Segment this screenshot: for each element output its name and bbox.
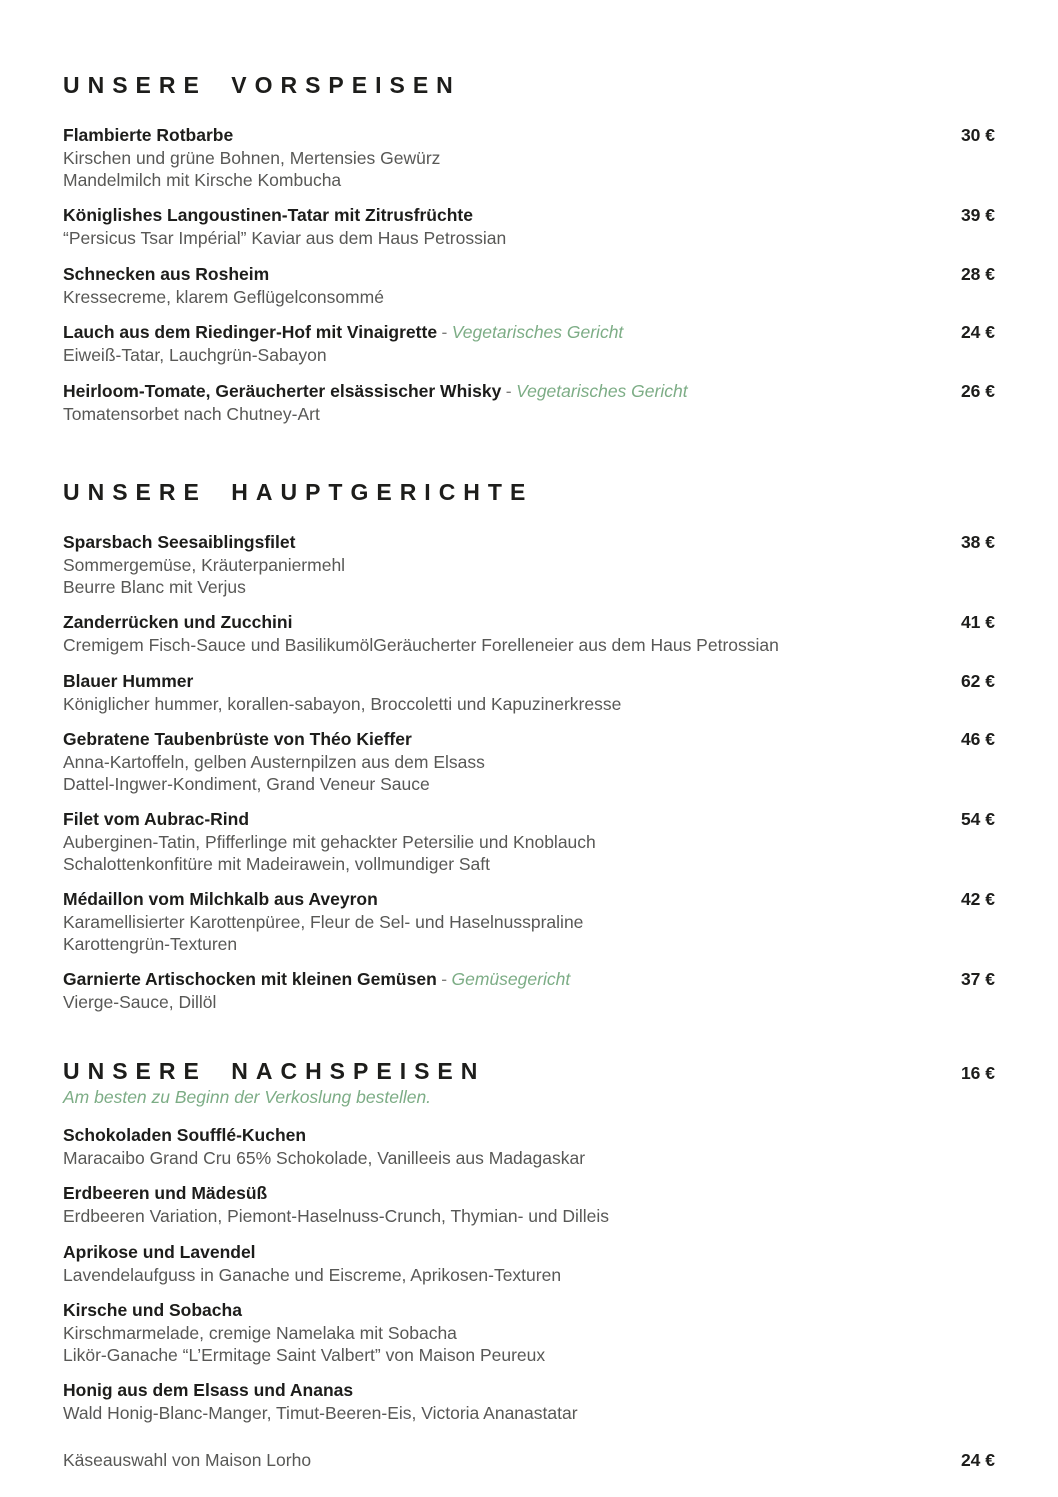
item-price: 46 €	[960, 729, 995, 749]
menu-item	[63, 124, 995, 191]
item-title: Königlishes Langoustinen-Tatar mit Zitrusfrüchte	[63, 205, 473, 225]
menu-item	[63, 531, 995, 598]
item-title: Filet vom Aubrac-Rind	[63, 809, 250, 829]
item-title: Schnecken aus Rosheim	[63, 263, 270, 284]
menu-item	[63, 888, 995, 955]
item-description-line: Auberginen-Tatin, Pfifferlinge mit gehackter Petersilie und Knoblauch	[63, 832, 596, 852]
item-price: 28 €	[960, 263, 995, 284]
dessert-order-note: Am besten zu Beginn der Verkoslung bestellen.	[63, 1086, 432, 1107]
item-price: 37 €	[960, 969, 995, 989]
menu-item	[63, 670, 995, 716]
section-price: 16 €	[960, 1062, 995, 1083]
item-description-line: Kirschmarmelade, cremige Namelaka mit Sobacha	[63, 1323, 457, 1343]
item-description-line: Cremigem Fisch-Sauce und BasilikumölGeräucherter Forelleneier aus dem Haus Petrossian	[63, 635, 779, 655]
item-description-line: Eiweiß-Tatar, Lauchgrün-Sabayon	[63, 345, 327, 365]
item-description-line: Sommergemüse, Kräuterpaniermehl	[63, 555, 346, 575]
menu-item	[63, 1379, 995, 1425]
item-title: Aprikose und Lavendel	[63, 1241, 256, 1262]
item-title: Lauch aus dem Riedinger-Hof mit Vinaigrette	[63, 322, 438, 342]
item-price: 62 €	[960, 670, 995, 691]
menu-item	[63, 263, 995, 309]
item-price: 30 €	[960, 125, 995, 145]
vegetarian-tag: Vegetarisches Gericht	[451, 322, 624, 342]
item-price: 54 €	[960, 809, 995, 829]
item-description-line: Kressecreme, klarem Geflügelconsommé	[63, 286, 384, 307]
item-description-line: Anna-Kartoffeln, gelben Austernpilzen aus dem Elsass	[63, 752, 485, 772]
item-title: Kirsche und Sobacha	[63, 1300, 242, 1320]
item-description-line: Tomatensorbet nach Chutney-Art	[63, 403, 320, 424]
section-heading-nachspeisen: UNSERE NACHSPEISEN	[63, 1057, 486, 1084]
menu-item	[63, 1299, 995, 1366]
section-hauptgerichte	[63, 480, 995, 1014]
tag-separator: -	[441, 322, 448, 342]
item-price: 42 €	[960, 889, 995, 909]
item-title: Sparsbach Seesaiblingsfilet	[63, 532, 296, 552]
item-title: Blauer Hummer	[63, 670, 194, 691]
tag-separator: -	[441, 969, 448, 989]
item-description-line: Mandelmilch mit Kirsche Kombucha	[63, 169, 342, 190]
menu-item	[63, 1241, 995, 1287]
item-title: Flambierte Rotbarbe	[63, 125, 234, 145]
item-title: Médaillon vom Milchkalb aus Aveyron	[63, 889, 378, 909]
menu-item	[63, 321, 995, 367]
menu-item	[63, 968, 995, 1014]
item-title: Heirloom-Tomate, Geräucherter elsässischer Whisky	[63, 380, 502, 401]
cheese-course-label: Käseauswahl von Maison Lorho	[63, 1449, 312, 1470]
menu-item	[63, 728, 995, 795]
item-title: Honig aus dem Elsass und Ananas	[63, 1380, 354, 1400]
item-description-line: Lavendelaufguss in Ganache und Eiscreme, Aprikosen-Texturen	[63, 1264, 562, 1285]
item-title: Schokoladen Soufflé-Kuchen	[63, 1124, 307, 1145]
item-description-line: Schalottenkonfitüre mit Madeirawein, vollmundiger Saft	[63, 853, 491, 874]
item-description-line: Likör-Ganache “L’Ermitage Saint Valbert” von Maison Peureux	[63, 1344, 546, 1365]
item-description-line: Karamellisierter Karottenpüree, Fleur de Sel- und Haselnusspraline	[63, 912, 584, 932]
item-description-line: Beurre Blanc mit Verjus	[63, 576, 246, 597]
tag-separator: -	[505, 380, 512, 401]
item-price: 38 €	[960, 532, 995, 552]
item-title: Zanderrücken und Zucchini	[63, 612, 293, 632]
menu-item	[63, 204, 995, 250]
cheese-course-row	[63, 1449, 995, 1471]
menu-item	[63, 380, 995, 426]
item-description-line: Maracaibo Grand Cru 65% Schokolade, Vanilleeis aus Madagaskar	[63, 1147, 586, 1168]
item-price: 26 €	[960, 380, 995, 401]
menu-item	[63, 1124, 995, 1170]
menu-item	[63, 611, 995, 657]
item-description-line: Karottengrün-Texturen	[63, 933, 238, 954]
section-heading-vorspeisen: UNSERE VORSPEISEN	[63, 72, 461, 98]
section-vorspeisen	[63, 73, 995, 425]
item-description-line: Königlicher hummer, korallen-sabayon, Broccoletti und Kapuzinerkresse	[63, 693, 622, 714]
item-description-line: Dattel-Ingwer-Kondiment, Grand Veneur Sauce	[63, 773, 430, 794]
menu-item	[63, 1182, 995, 1228]
item-description-line: Vierge-Sauce, Dillöl	[63, 992, 217, 1012]
item-description-line: Wald Honig-Blanc-Manger, Timut-Beeren-Eis, Victoria Ananastatar	[63, 1403, 578, 1423]
vegetarian-tag: Vegetarisches Gericht	[516, 380, 688, 401]
section-nachspeisen	[63, 1059, 995, 1425]
item-price: 24 €	[960, 322, 995, 342]
item-title: Garnierte Artischocken mit kleinen Gemüsen	[63, 969, 437, 989]
item-title: Erdbeeren und Mädesüß	[63, 1183, 268, 1203]
item-description-line: “Persicus Tsar Impérial” Kaviar aus dem Haus Petrossian	[63, 228, 507, 248]
cheese-course-price: 24 €	[960, 1449, 995, 1470]
item-description-line: Erdbeeren Variation, Piemont-Haselnuss-Crunch, Thymian- und Dilleis	[63, 1206, 609, 1226]
item-price: 41 €	[960, 612, 995, 632]
vegetable-dish-tag: Gemüsegericht	[451, 969, 571, 989]
item-description-line: Kirschen und grüne Bohnen, Mertensies Gewürz	[63, 148, 441, 168]
item-price: 39 €	[960, 205, 995, 225]
section-heading-hauptgerichte: UNSERE HAUPTGERICHTE	[63, 479, 534, 505]
item-title: Gebratene Taubenbrüste von Théo Kieffer	[63, 729, 412, 749]
menu-item	[63, 808, 995, 875]
